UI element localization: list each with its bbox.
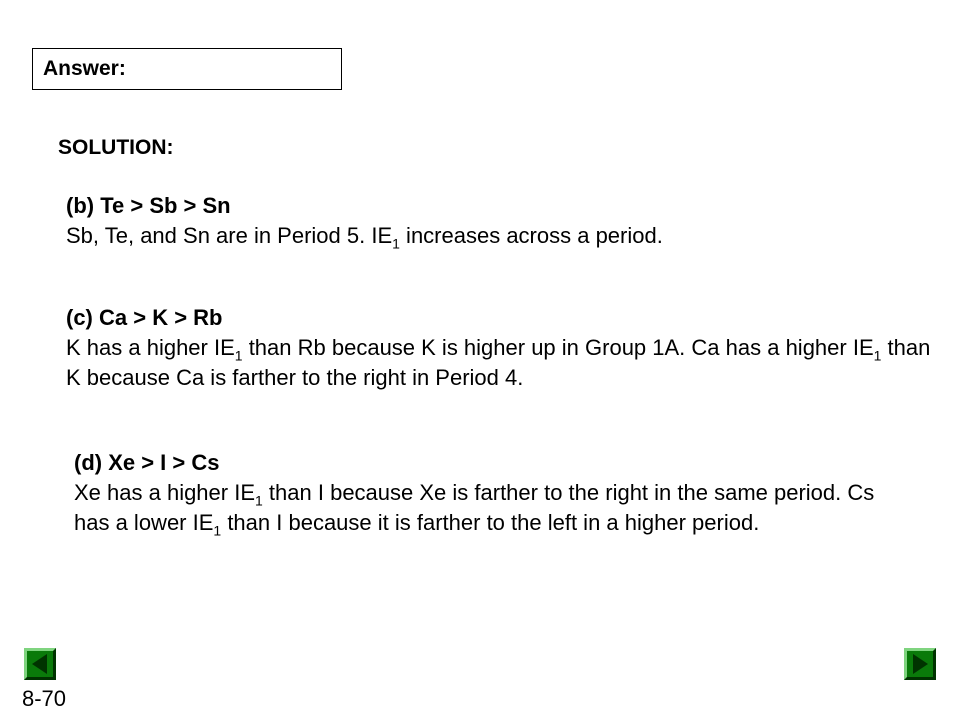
solution-part-c: [66, 303, 936, 393]
subscript-1: 1: [392, 235, 400, 252]
answer-box: [32, 48, 342, 90]
solution-part-d: [74, 448, 914, 538]
part-b-text-pre: Sb, Te, and Sn are in Period 5. IE: [66, 223, 393, 248]
triangle-right-icon: [907, 651, 933, 677]
part-b-heading: (b) Te > Sb > Sn: [66, 193, 231, 218]
part-b-explanation: [66, 221, 936, 251]
next-slide-button[interactable]: [904, 648, 936, 680]
subscript-1: 1: [255, 492, 263, 509]
answer-label: Answer:: [43, 57, 126, 80]
part-d-seg-1: Xe has a higher IE: [74, 480, 256, 505]
part-c-seg-3: than K because Ca is farther to the right in Period 4.: [66, 335, 931, 390]
subscript-1: 1: [873, 347, 882, 364]
part-d-explanation: [74, 478, 914, 538]
part-c-explanation: [66, 333, 936, 393]
part-c-seg-1: K has a higher IE: [66, 335, 235, 360]
part-b-text-post: increases across a period.: [399, 223, 663, 248]
triangle-left-icon: [27, 651, 53, 677]
solution-part-b: [66, 191, 936, 251]
part-d-seg-3: than I because it is farther to the left in a higher period.: [221, 510, 760, 535]
part-d-heading: (d) Xe > I > Cs: [74, 450, 220, 475]
previous-slide-button[interactable]: [24, 648, 56, 680]
part-d-seg-2: than I because Xe is farther to the right in the same period. Cs has a lower IE: [74, 480, 875, 535]
solution-heading: SOLUTION:: [58, 136, 174, 159]
subscript-1: 1: [234, 347, 243, 364]
subscript-1: 1: [213, 522, 222, 539]
slide-number: 8-70: [22, 686, 67, 711]
part-c-heading: (c) Ca > K > Rb: [66, 305, 223, 330]
part-c-seg-2: than Rb because K is higher up in Group 1A. Ca has a higher IE: [242, 335, 874, 360]
